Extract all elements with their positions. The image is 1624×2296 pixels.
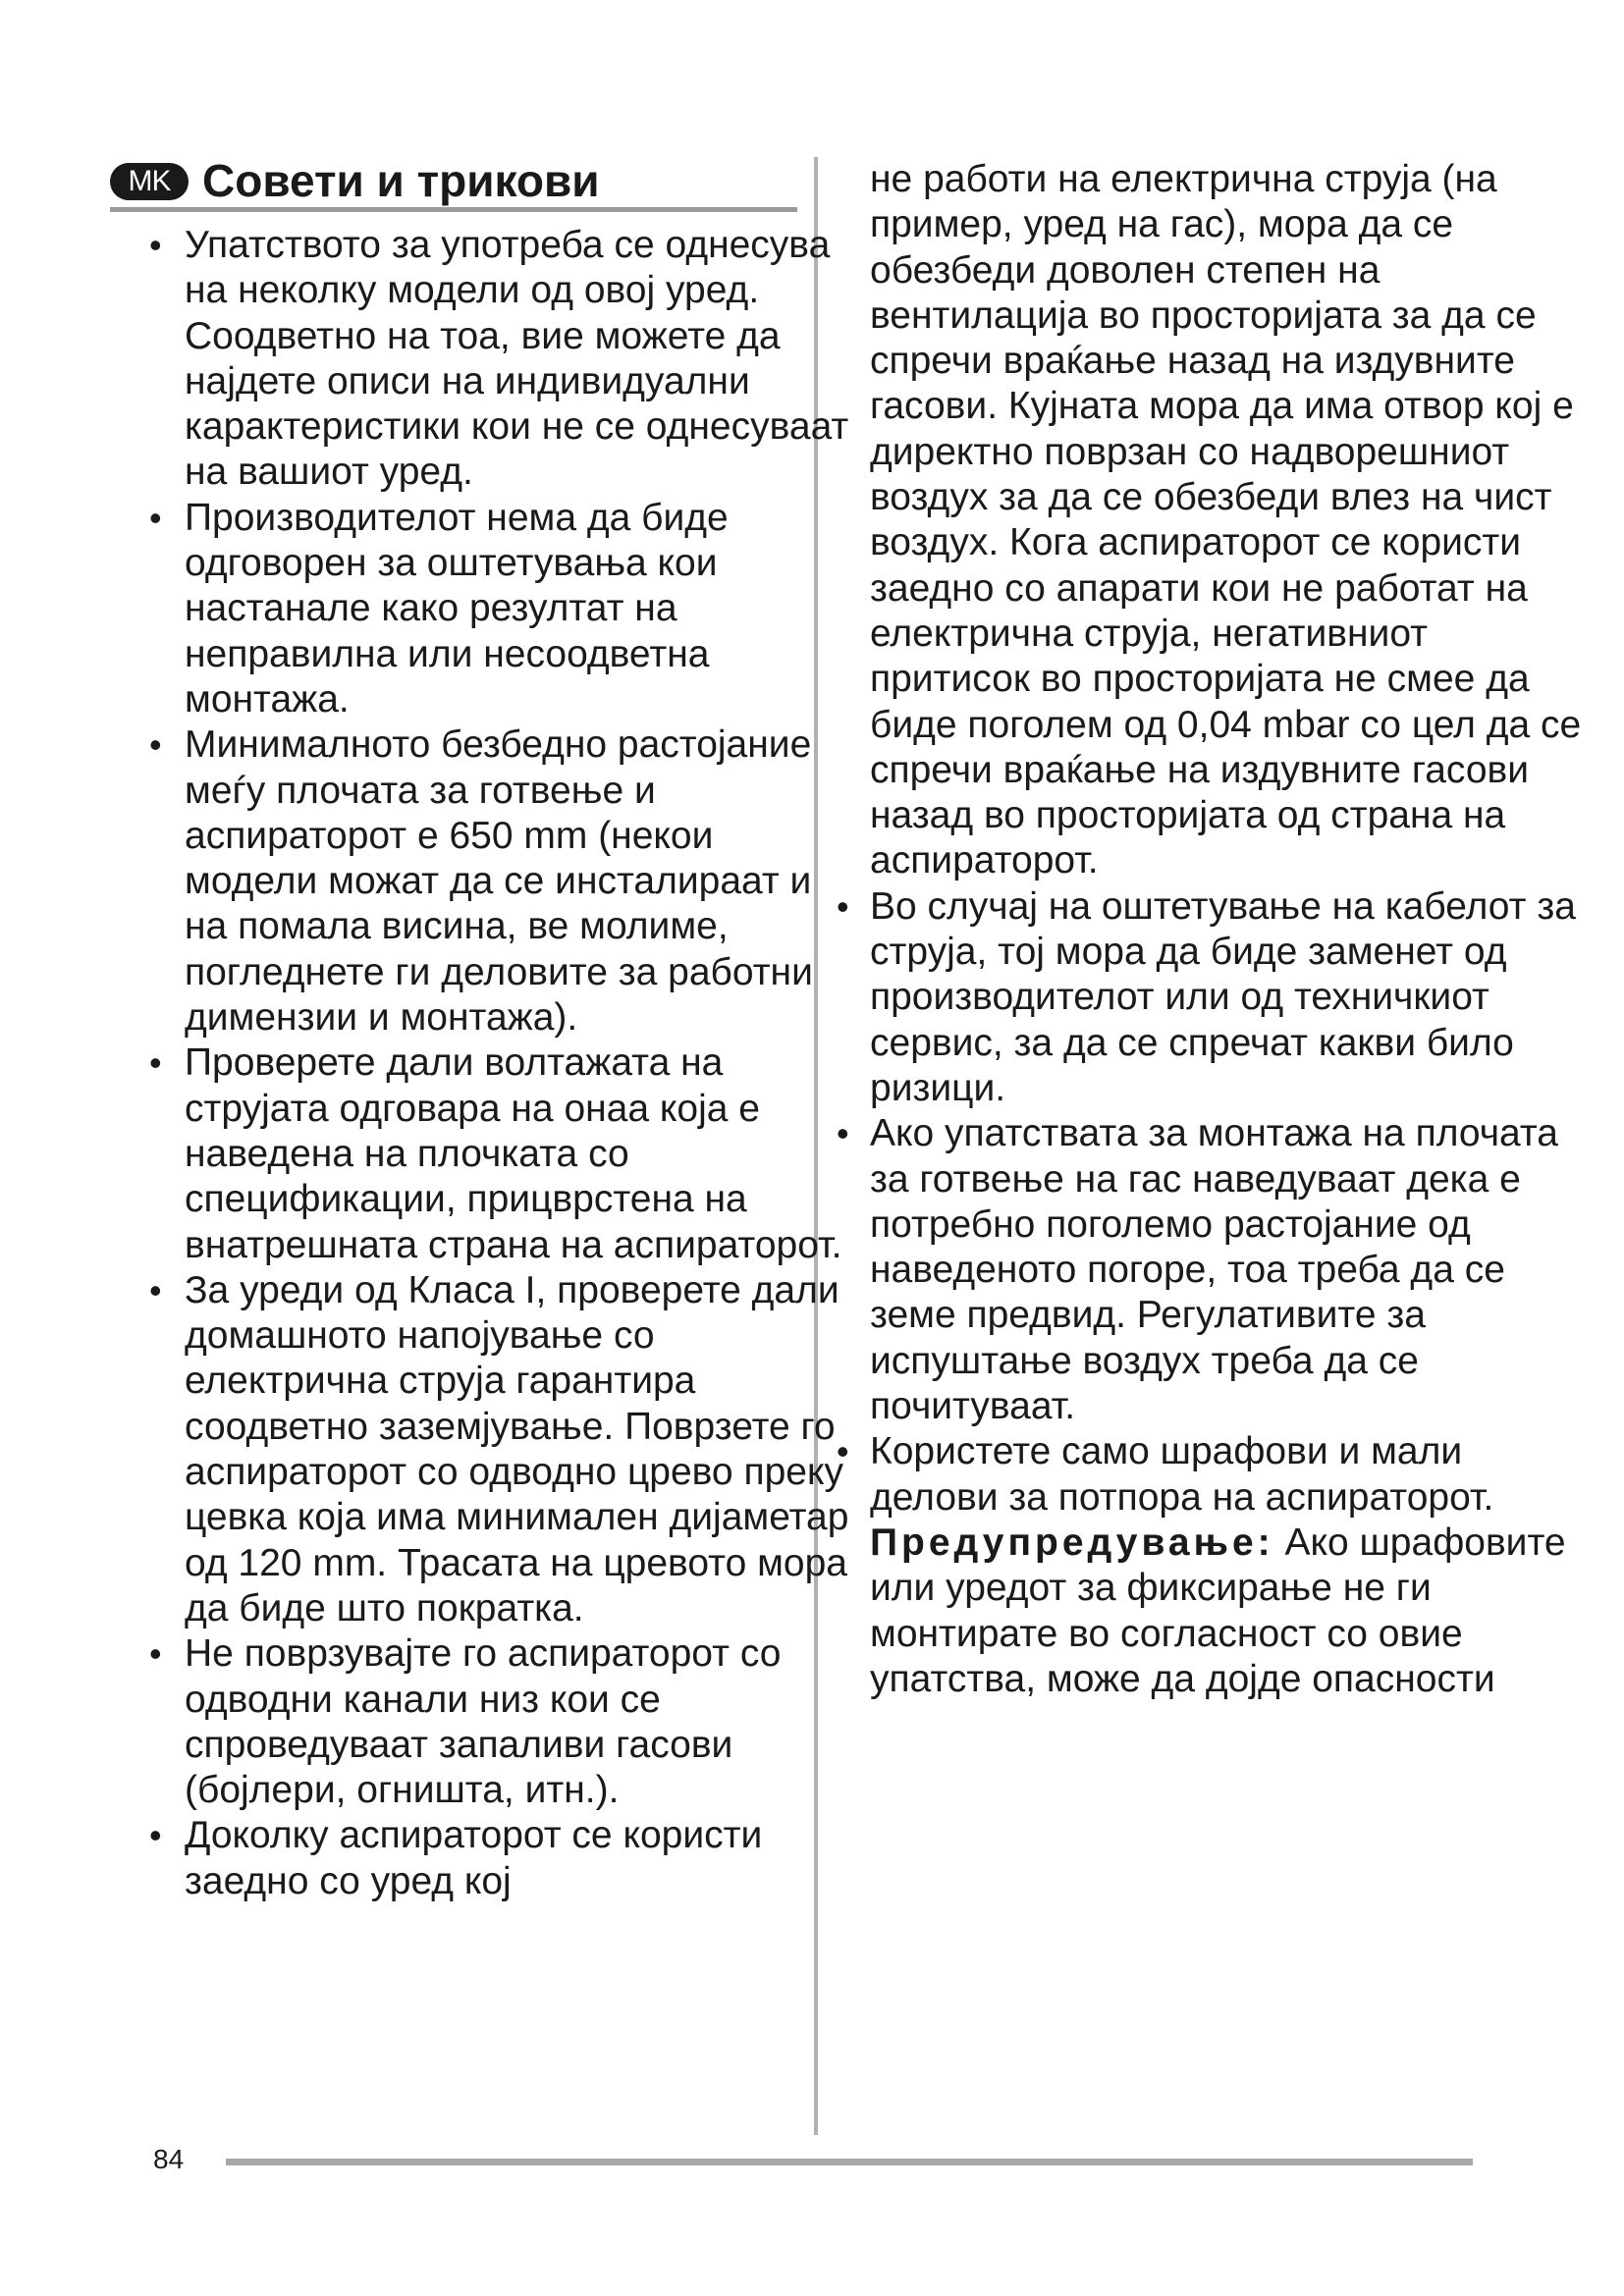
list-item-text: Производителот нема да биде одговорен за оштетувања кои настанале како резултат на неправилна или несоодветна монтажа. xyxy=(185,496,729,721)
list-item xyxy=(837,884,1592,1111)
bullet-icon: • xyxy=(149,497,162,538)
list-item-text: Користете само шрафови и мали делови за потпора на аспираторот. xyxy=(870,1430,1494,1519)
bullet-icon: • xyxy=(837,1113,849,1154)
bullet-icon: • xyxy=(149,1633,162,1675)
warning-paragraph xyxy=(870,1521,1592,1702)
bullet-icon: • xyxy=(837,885,849,927)
page-number: 84 xyxy=(153,2144,185,2174)
list-item xyxy=(149,496,856,722)
list-item-text: Проверете дали волтажата на струјата одговара на онаа која е наведена на плочката со спецификации, прицврстена на внатрешната страна на аспираторот. xyxy=(185,1041,842,1266)
right-column xyxy=(837,157,1592,1702)
list-item-text: Доколку аспираторот се користи заедно со уред кој xyxy=(185,1814,763,1902)
bullet-icon: • xyxy=(149,1815,162,1856)
list-item xyxy=(149,223,856,496)
list-item xyxy=(149,1813,856,1904)
list-item-text: Ако упатствата за монтажа на плочата за готвење на гас наведуваат дека е потребно поголемо растојание од наведеното погоре, тоа треба да се земе предвид. Регулативите за испуштање воздух треба да се почитуваат. xyxy=(870,1112,1558,1428)
bullet-icon: • xyxy=(837,1431,849,1472)
warning-text: Ако шрафовите или уредот за фиксирање не ги монтирате во согласност со овие упатства, може да дојде опасности xyxy=(870,1521,1566,1700)
list-item xyxy=(837,1429,1592,1521)
list-item-text: Во случај на оштетување на кабелот за струја, тој мора да биде заменет од производителот или од техничкиот сервис, за да се спречат какви било ризици. xyxy=(870,884,1576,1109)
list-item xyxy=(149,1041,856,1267)
footer-rule xyxy=(226,2159,1473,2165)
list-item xyxy=(837,1111,1592,1429)
language-badge: MK xyxy=(110,163,189,200)
list-item-text: Не поврзувајте го аспираторот со одводни канали низ кои се спроведуваат запаливи гасови (бојлери, огништа, итн.). xyxy=(185,1632,782,1812)
section-title: Совети и трикови xyxy=(202,155,600,206)
bullet-icon: • xyxy=(149,1042,162,1084)
warning-label: Предупредување: xyxy=(870,1521,1274,1564)
bullet-icon: • xyxy=(149,724,162,766)
title-underline xyxy=(110,207,797,212)
left-column xyxy=(149,223,856,1904)
section-header xyxy=(110,155,797,206)
list-item xyxy=(149,1268,856,1631)
list-item xyxy=(149,1631,856,1813)
list-item-text: Минималното безбедно растојание меѓу плочата за готвење и аспираторот е 650 mm (некои модели можат да се инсталираат и на помала висина, ве молиме, погледнете ги деловите за работни димензии и монтажа). xyxy=(185,723,813,1040)
continued-paragraph: не работи на електрична струја (на пример, уред на гас), мора да се обезбеди доволен степен на вентилација во просторијата за да се спречи враќање назад на издувните гасови. Кујната мора да има отвор кој е директно поврзан со надворешниот воздух за да се обезбеди влез на чист воздух. Кога аспираторот се користи заедно со апарати кои не работат на електрична струја, негативниот притисок во просторијата не смее да биде поголем од 0,04 mbar со цел да се спречи враќање на издувните гасови назад во просторијата од страна на аспираторот. xyxy=(870,158,1582,882)
list-item xyxy=(149,722,856,1041)
list-item-text: Упатството за употреба се однесува на неколку модели од овој уред. Соодветно на тоа, вие можете да најдете описи на индивидуални карактеристики кои не се однесуваат на вашиот уред. xyxy=(185,224,849,494)
list-item-text: За уреди од Класа I, проверете дали домашното напојување со електрична струја гарантира соодветно заземјување. Поврзете го аспираторот со одводно црево преку цевка која има минимален дијаметар од 120 mm. Трасата на цревото мора да биде што пократка. xyxy=(185,1268,849,1629)
bullet-icon: • xyxy=(149,1269,162,1310)
bullet-icon: • xyxy=(149,225,162,265)
